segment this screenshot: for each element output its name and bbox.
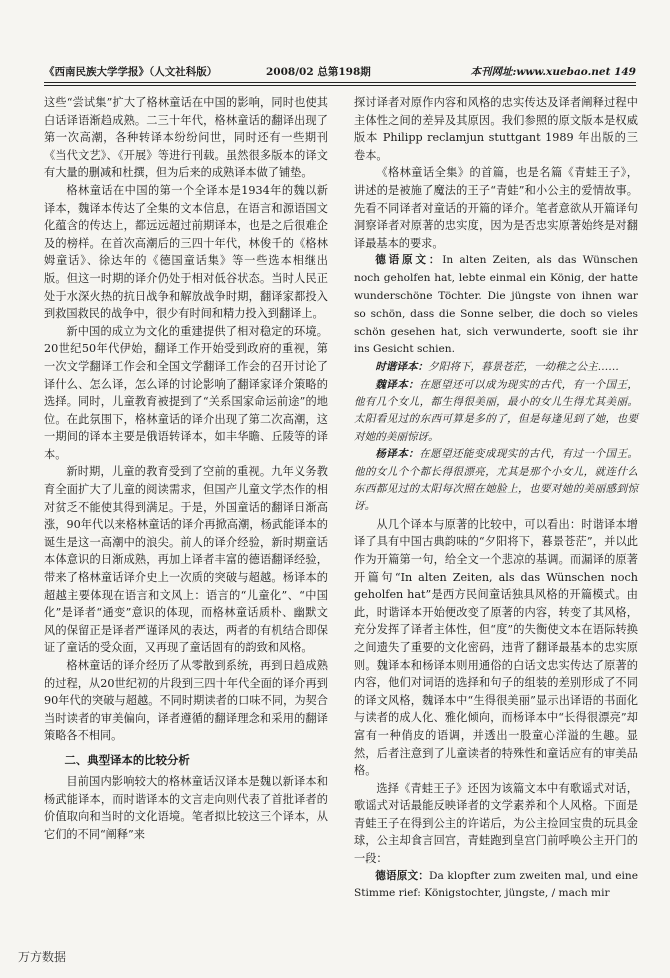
quote-text: 在愿望还可以成为现实的古代，有一个国王，他有几个女儿，都生得很美丽，最小的女儿生得尤其美丽。太阳看见过的东西可算是多的了，但是每逢见到了她，也要对她的美丽惊讶。: [354, 378, 639, 443]
paragraph: 目前国内影响较大的格林童话汉译本是魏以新译本和杨武能译本，而时谐译本的文言走向则代表了首批译者的价值取向和当时的文化语境。笔者拟比较这三个译本，从它们的不同“阐释”来: [44, 774, 328, 841]
issue-number: 2008/02 总第198期: [266, 66, 371, 78]
journal-name: 《西南民族大学学报》（人文社科版）: [44, 66, 218, 78]
quote-label: 德语原文：: [375, 869, 430, 882]
paragraph: 格林童话的译介经历了从零散到系统，再到日趋成熟的过程，从20世纪初的片段到三四十年代全面的译介再到90年代的突破与超越。不同时期读者的口味不同，为契合当时读者的审美偏向，译者遵循的翻译理念和采用的翻译策略各不相同。: [44, 659, 328, 743]
translation-yang: [354, 446, 638, 516]
quote-text: 在愿望还能变成现实的古代，有过一个国王。他的女儿个个都长得很漂亮，尤其是那个小女儿，就连什么东西都见过的太阳每次照在她脸上，也要对她的美丽感到惊讶。: [354, 448, 639, 513]
paragraph: 格林童话在中国的第一个全译本是1934年的魏以新译本，魏译本传达了全集的文本信息，在语言和源语国文化蕴含的传达上，都远远超过前期译本，也是之后很难企及的榜样。在首次高潮后的三四十年代，林俊千的《格林姆童话》、徐达年的《德国童话集》等一些选本相继出版。但这一时期的译介仍处于相对低谷状态。当时人民正处于水深火热的抗日战争和解放战争时期，翻译家都投入到救国救民的战争中，很少有时间和精力投入到翻译上。: [44, 183, 328, 321]
quote-label: 德语原文：: [375, 254, 443, 267]
website-and-page-number: 本刊网址:www.xuebao.net 149: [470, 66, 636, 78]
german-original-quote: [354, 868, 638, 904]
paragraph: 探讨译者对原作内容和风格的忠实传达及译者阐释过程中主体性之间的差异及其原因。我们参照的原文版本是权威版本 Philipp reclamjun stuttgant 1989 年出版的三卷本。: [354, 96, 638, 162]
quote-text: Da klopfter zum zweiten mal, und eine Stimme rief: Königstochter, jüngste, / mach mir: [354, 869, 638, 900]
paragraph: 这些“尝试集”扩大了格林童话在中国的影响，同时也使其白话译语渐趋成熟。二三十年代，格林童话的翻译出现了第一次高潮，各种转译本纷纷问世，同时还有一些期刊《当代文艺》、《开展》等进行刊载。虽然很多版本的译文有大量的删减和杜撰，但为后来的成熟译本做了铺垫。: [44, 96, 328, 180]
quote-label: 时谐译本：: [375, 361, 429, 374]
right-column: [354, 94, 638, 903]
paragraph: 新中国的成立为文化的重建提供了相对稳定的环境。20世纪50年代伊始，翻译工作开始受到政府的重视，第一次文学翻译工作会和全国文学翻译工作会的召开讨论了译什么、怎么译，怎么译的讨论影响了翻译家译介策略的选择。同时，儿童教育被提到了“关系国家命运前途”的地位。在此氛围下，格林童话的译介出现了第二次高潮，这一期间的译本主要是俄语转译本，如丰华瞻、丘陵等的译本。: [44, 324, 328, 461]
paragraph: 选择《青蛙王子》还因为该篇文本中有歌谣式对话，歌谣式对话最能反映译者的文学素养和个人风格。下面是青蛙王子在得到公主的许诺后，为公主捡回宝贵的玩具金球，公主却食言回宫，青蛙跑到皇宫门前呼唤公主开门的一段：: [354, 781, 638, 866]
quote-label: 杨译本：: [375, 448, 420, 461]
translation-wei: [354, 377, 638, 447]
quote-label: 魏译本：: [375, 378, 420, 391]
section-heading: 二、典型译本的比较分析: [64, 752, 190, 767]
header-divider: [44, 85, 636, 86]
translation-shixie: [354, 359, 638, 376]
paragraph: 《格林童话全集》的首篇，也是名篇《青蛙王子》，讲述的是被施了魔法的王子“青蛙”和小公主的爱情故事。先看不同译者对童话的开篇的译介。笔者意欲从开篇译句洞察译者对原著的忠实度，因为是否忠实原著始终是对翻译最基本的要求。: [354, 166, 638, 250]
quote-text: In alten Zeiten, als das Wünschen noch geholfen hat, lebte einmal ein König, der hatte wunderschöne Töchter. Die jüngste von ihnen war so schön, dass die Sonne selber, die doch so vieles schön gesehen hat, sich verwunderte, sooft sie ihr ins Gesicht schien.: [354, 254, 639, 356]
paragraph: 从几个译本与原著的比较中，可以看出：时谐译本增译了具有中国古典韵味的“夕阳将下，暮景苍茫”，并以此作为开篇第一句，给全文一个悲凉的基调。而漏译的原著开篇句“In alten Zeiten, als das Wünschen noch geholfen hat”是西方民间童话独具风格的开篇模式。由此，时谐译本开始便改变了原著的内容，转变了其风格，充分发挥了译者主体性，但“度”的失衡使文本在语际转换之间遗失了重要的文化密码，违背了翻译最基本的忠实原则。魏译本和杨译本则用通俗的白话文忠实传达了原著的内容，他们对词语的选择和句子的组装的差别形成了不同的译文风格，魏译本中“生得很美丽”显示出译语的书面化与读者的成人化、雅化倾向，而杨译本中“长得很漂亮”却富有一种俏皮的语调，并透出一股童心洋溢的生趣。显然，后者注意到了儿童读者的特殊性和童话应有的审美品格。: [354, 517, 638, 778]
running-header: [44, 60, 636, 83]
source-watermark: 万方数据: [18, 950, 67, 964]
paragraph: 新时期，儿童的教育受到了空前的重视。九年义务教育全面扩大了儿童的阅读需求，但国产儿童文学杰作的相对贫乏不能使其得到满足。于是，外国童话的翻译日渐高涨，90年代以来格林童话的译介再掀高潮，杨武能译本的诞生是这一高潮中的浪尖。前人的译介经验，新时期童话本体意识的日渐成熟，再加上译者丰富的德语翻译经验，带来了格林童话译介史上一次质的突破与超越。杨译本的超越主要体现在语言和文风上：语言的“儿童化”、“中国化”是译者“通变”意识的体现，而格林童话质朴、幽默文风的保留正是译者严谨译风的表达，两者的有机结合即保证了童话的受众面，又再现了童话固有的韵致和风格。: [44, 465, 328, 655]
quote-text: 夕阳将下，暮景苍茫，一幼稚之公主……: [428, 361, 619, 374]
left-column: [44, 94, 328, 843]
german-original-quote: [354, 252, 638, 359]
